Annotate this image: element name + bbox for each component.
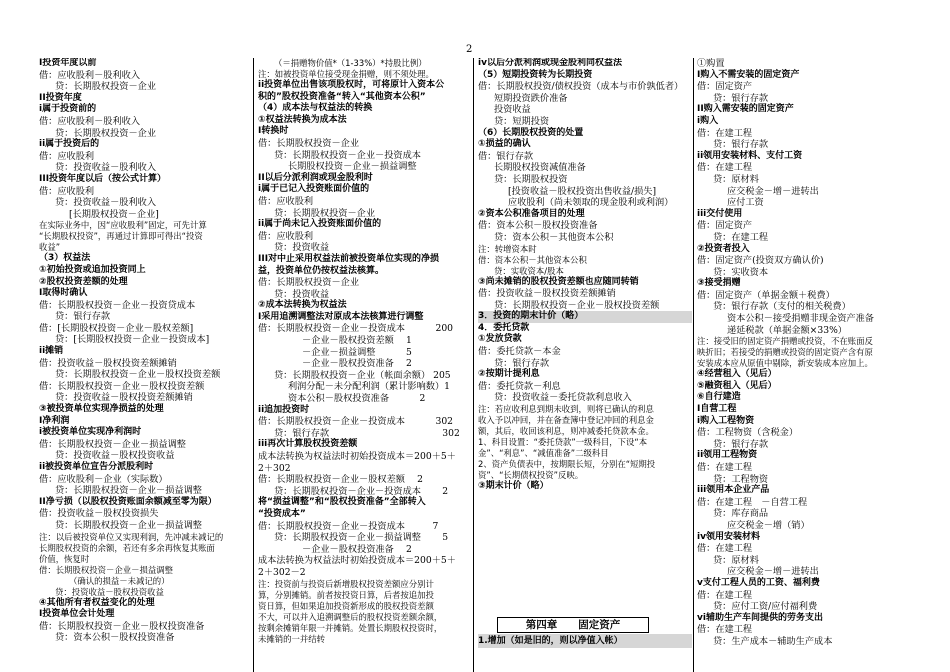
text-line: 注：若应收利息到期未收到，则将已确认的利息 <box>478 404 654 415</box>
text-line: （确认的损益－未减记的） <box>69 575 170 586</box>
text-line: 借：应收股利－股利收入 <box>39 69 141 81</box>
text-line: 贷：银行存款 <box>713 139 769 151</box>
text-line: 贷：长期股权投资－企业－投资成本 2 <box>274 485 449 497</box>
text-line: ①权益法转换为成本法 <box>258 114 347 125</box>
text-line: 借：应收股利 <box>258 230 314 242</box>
text-line: ③被投资单位实现净损益的处理 <box>39 404 164 415</box>
text-line: 贷：原材料 <box>713 173 759 185</box>
text-line: 贷：资本公积－股权投资准备 <box>55 632 175 644</box>
text-line: 在实际业务中，因“应收股利”固定，可先计算 <box>39 220 207 231</box>
text-line: 贷：长期股权投资 <box>494 173 568 185</box>
text-line: ①初始投资或追加投资同上 <box>39 264 146 275</box>
text-line: 借：在建工程 <box>697 162 753 174</box>
text-line: 借：银行存款 <box>478 150 534 162</box>
text-line: 借：长期股权投资/债权投资（成本与市价孰低者） <box>478 81 684 93</box>
text-line: 贷：投资收益 <box>274 242 330 254</box>
text-line: 贷：投资收益－股权投资收益 <box>55 450 175 462</box>
text-line: 递延税款（单据金额×33%） <box>727 324 847 336</box>
text-line: 借：投资收益－股权投资差额摊销 <box>39 357 177 369</box>
text-line: －企业－损益调整 5 <box>302 346 412 358</box>
text-line: 贷：银行存款（支付的相关税费） <box>713 301 851 313</box>
text-line: 贷：工程物资 <box>713 473 769 485</box>
text-line: 借：长期股权投资－企业－投资成本 200 <box>258 323 454 335</box>
text-line: 贷：长期股权投资－企业 <box>55 81 157 93</box>
text-line: 借：应收股利－股利收入 <box>39 115 141 127</box>
text-line: 借：长期股权投资－企业－投资贷成本 <box>39 299 196 311</box>
text-line: 借：在建工程 <box>697 589 753 601</box>
chapter-title: 第四章 固定资产 <box>497 617 649 633</box>
text-line: II以后分派利润或现金股利时 <box>258 172 373 183</box>
text-line: ③尚未摊销的股权投资差额也应随同转销 <box>478 276 639 287</box>
text-line: 注：以后被投资单位又实现利润，先冲减未减记的 <box>39 531 224 542</box>
text-column-3 <box>478 58 692 672</box>
column-divider <box>473 58 474 672</box>
text-line: 价值，恢复时 <box>39 553 90 564</box>
text-line: 贷：长期股权投资－企业 <box>55 127 157 139</box>
text-line: 贷：投资收益－股权投资收益 <box>55 586 164 597</box>
text-line: 贷：长期股权投资－企业（帐面余额） 205 <box>274 369 451 381</box>
text-line: ②成本法转换为权益法 <box>258 300 347 311</box>
text-line: 算，分别摊销。前者按投资日算，后者按追加投 <box>258 589 434 600</box>
text-line: 借：固定资产 <box>697 81 753 93</box>
text-line: 资本公积－股权投资准备 2 <box>288 393 426 405</box>
text-line: I采用追溯调整法对原成本法核算进行调整 <box>258 311 424 322</box>
text-line: 短期投资跌价准备 <box>494 92 568 104</box>
text-line: 贷：[长期股权投资－企业－投资成本] <box>55 334 210 346</box>
text-line: 借：固定资产(投资双方确认价) <box>697 255 824 267</box>
text-line: 借：长期股权投资－企业 <box>258 137 360 149</box>
text-line: 不大，可以并入追溯调整后的股权投资差额余额， <box>258 611 443 622</box>
text-line: I投资年度以前 <box>39 58 97 68</box>
text-line: ①损益的确认 <box>478 139 531 150</box>
text-line: iii领用本企业产品 <box>697 485 770 496</box>
text-line: 未摊销的一并结转 <box>258 633 325 644</box>
text-line: 贷：生产成本－辅助生产成本 <box>713 635 833 647</box>
text-line: II购入需安装的固定资产 <box>697 104 794 115</box>
text-line: 借：委托贷款－本金 <box>478 346 561 358</box>
text-line: 收入予以冲回，并在备查簿中登记冲回的利息金 <box>478 415 654 426</box>
text-line: 借：在建工程 －自营工程 <box>697 496 808 508</box>
text-line: 借：应收股利 <box>39 150 95 162</box>
text-line: 贷：资本公积－其他资本公积 <box>494 231 614 243</box>
text-line: 应交税金－增－进转出 <box>727 566 819 578</box>
text-line: 借：应收股利 <box>258 195 314 207</box>
text-line: 金”、“利息”、“减值准备”二级科目 <box>478 448 609 459</box>
text-line: 收益” <box>39 242 61 253</box>
text-line: 应交税金－增－进转出 <box>727 185 819 197</box>
page-number: 2 <box>466 44 473 55</box>
text-line: 利润分配－未分配利润（累计影响数）1 <box>288 381 451 393</box>
text-line: iv以后分派利润或现金股利同权益法 <box>478 58 622 68</box>
text-line: 贷：投资收益 <box>274 288 330 300</box>
text-line: ii被投资单位宣告分派股利时 <box>39 462 154 472</box>
text-line: 贷：长期股权投资－企业－损益调整 5 <box>274 532 449 544</box>
text-line: 借：应收股利－企业（实际数） <box>39 473 168 485</box>
text-line: 借：[长期股权投资－企业－股权差额] <box>39 322 194 334</box>
text-line: i购入 <box>697 115 719 126</box>
text-line: 贷：投资收益－股利收入 <box>55 162 157 174</box>
text-line: II投资年度 <box>39 92 82 103</box>
text-line: II净亏损（以股权投资账面余额减至零为限） <box>39 496 217 507</box>
text-line: 借：应收股利 <box>39 185 95 197</box>
text-line: ii领用安装材料、支付工资 <box>697 150 803 161</box>
text-line: 2＋302－2 <box>258 566 306 578</box>
text-line: －企业－股权投资准备 2 <box>302 543 412 555</box>
text-line: 贷：应付工资/应付福利费 <box>713 601 818 613</box>
text-line: 注：转增资本时 <box>478 243 537 254</box>
text-line: 注：如被投资单位接受现金捐赠，则不须处理。 <box>258 69 434 79</box>
text-line: 贷：银行存款 <box>713 438 769 450</box>
text-line: 安装成本应从原值中剔除，新安装成本应加上。 <box>697 358 873 369</box>
text-line: 应付工资 <box>727 197 764 209</box>
text-line: （6）长期股权投资的处置 <box>478 127 584 138</box>
text-line: 借：工程物资（含税金） <box>697 427 799 439</box>
text-line: 贷：长期股权投资－企业 <box>274 207 376 219</box>
text-line: “长期股权投资”，再通过计算即可得出“投资 <box>39 231 203 242</box>
text-line: ⑥自行建造 <box>697 392 741 403</box>
text-line: 长期股权投资－企业－损益调整 <box>288 161 417 173</box>
text-line: （4）成本法与权益法的转换 <box>258 103 373 114</box>
text-line: 借：资本公积－股权投资准备 <box>478 220 598 232</box>
text-column-1 <box>39 58 251 672</box>
text-line: 贷：银行存款 <box>494 357 550 369</box>
text-line: 贷：实收资本 <box>713 266 769 278</box>
text-line: iv领用安装材料 <box>697 531 760 542</box>
text-line: 贷：长期股权投资－企业－股权投资差额 <box>494 299 660 311</box>
text-line: 贷：短期投资 <box>494 115 550 127</box>
column-divider <box>253 58 254 672</box>
text-line: ii属于投资后的 <box>39 139 100 150</box>
text-line: I购入不需安装的固定资产 <box>697 69 800 80</box>
text-line: v支付工程人员的工资、福利费 <box>697 577 820 588</box>
text-line: vi辅助生产车间提供的劳务支出 <box>697 612 823 623</box>
text-line: ②按期计提利息 <box>478 369 540 380</box>
text-line: 借：投资收益－股权投资差额摊销 <box>478 288 616 300</box>
text-line: －企业－股权投资准备 2 <box>302 358 412 370</box>
text-line: 借：长期股权投资－企业－损益调整 <box>39 438 186 450</box>
text-line: 借：长期股权投资－企业－投资成本 302 <box>258 416 454 428</box>
text-line: 贷：实收资本/股本 <box>494 265 564 276</box>
text-line: 借：委托贷款－利息 <box>478 380 561 392</box>
text-line: 借：在建工程 <box>697 127 753 139</box>
text-line: 贷：长期股权投资－企业－损益调整 <box>55 519 202 531</box>
text-line: 成本法转换为权益法时初始投资成本＝200＋5＋ <box>258 451 456 462</box>
text-line: ②资本公积准备项目的处理 <box>478 208 585 219</box>
text-line: 借：固定资产 <box>697 220 753 232</box>
text-line: 将“损益调整”和“股权投资准备”全部转入 <box>258 497 426 508</box>
text-line: 借：长期股权投资－企业－投资成本 7 <box>258 520 439 532</box>
text-line: 1、科目设置：“委托贷款”一级科目，下设“本 <box>478 437 648 448</box>
text-line: ④其他所有者权益变化的处理 <box>39 597 155 608</box>
text-line: 借：长期股权投资－企业 <box>258 277 360 289</box>
text-line: 贷：银行存款 <box>55 311 111 323</box>
text-line: 3．投资的期末计价（略） <box>478 311 692 323</box>
text-line: 2＋302 <box>258 462 291 474</box>
text-line: 资”、“长期债权投资”反映。 <box>478 470 584 481</box>
text-line: ②投资者投入 <box>697 243 750 254</box>
text-line: 成本法转换为权益法时初始投资成本＝200＋5＋ <box>258 555 456 567</box>
text-line: 4．委托贷款 <box>478 322 530 333</box>
text-line: 贷：银行存款 <box>713 92 769 104</box>
text-column-2 <box>258 58 470 672</box>
text-line: 应收股利（尚未领取的现金股利或利润） <box>508 197 674 209</box>
text-line: ③期末计价（略） <box>478 481 549 492</box>
text-line: 借：在建工程 <box>697 624 753 636</box>
text-line: I净利润 <box>39 415 70 426</box>
text-column-4 <box>697 58 911 672</box>
text-line: 贷：长期股权投资－企业－股权投资差额 <box>55 369 221 381</box>
text-line: －企业－股权投资差额 1 <box>302 335 412 347</box>
text-line: 借：长期股权投资－企业－股权差额 2 <box>258 474 423 486</box>
text-line: i购入工程物资 <box>697 415 755 426</box>
text-line: 积的”股权投资准备“转入“其他资本公积” <box>258 91 426 102</box>
text-line: [投资收益－股权投资出售收益/损失] <box>508 185 657 197</box>
text-line: 借：固定资产（单据金额＋税费） <box>697 289 835 301</box>
text-line: I转换时 <box>258 126 289 137</box>
text-line: 贷：投资收益－委托贷款利息收入 <box>494 392 632 404</box>
text-line: I自营工程 <box>697 404 737 415</box>
text-line: iii再次计算股权投资差额 <box>258 439 358 450</box>
text-line: 借：长期股权投资－企业－股权投资准备 <box>39 620 205 632</box>
text-line: i被投资单位实现净利润时 <box>39 427 142 438</box>
text-line: （＝捐赠物价值*（1-33%）*持股比例） <box>274 58 427 68</box>
text-line: 贷：在建工程 <box>713 231 769 243</box>
text-line: [长期股权投资－企业] <box>69 208 159 220</box>
text-line: i属于投资前的 <box>39 104 97 115</box>
text-line: I取得时确认 <box>39 288 88 299</box>
text-line: iii交付使用 <box>697 208 743 219</box>
text-line: 映折旧；若接受的捐赠或投资的固定资产含有原 <box>697 347 873 358</box>
text-line: 投资收益 <box>494 104 531 116</box>
text-line: （3）权益法 <box>39 253 91 264</box>
text-line: ②股权投资差额的处理 <box>39 276 128 287</box>
text-line: 借：在建工程 <box>697 543 753 555</box>
text-line: 长期股权投资的余额，若还有多余再恢复其账面 <box>39 542 215 553</box>
text-line: 益，投资单位仍按权益法核算。 <box>258 265 385 276</box>
text-line: ii属于尚未记入投资账面价值的 <box>258 219 382 230</box>
text-line: III对中止采用权益法前被投资单位实现的净损 <box>258 253 440 264</box>
text-line: 贷：投资收益－股权投资差额摊销 <box>55 392 193 404</box>
text-line: 注：接受旧的固定资产捐赠或投资，不在账面反 <box>697 336 873 347</box>
text-line: ③接受捐赠 <box>697 278 741 289</box>
text-line: 资本公积－接受捐赠非现金资产准备 <box>727 313 874 325</box>
text-line: 贷：库存商品 <box>713 508 769 520</box>
text-line: “投资成本” <box>258 508 306 519</box>
text-line: 资日算，但如果追加投资新形成的股权投资差额 <box>258 600 434 611</box>
text-line: ii摊销 <box>39 346 64 357</box>
text-line: 贷：原材料 <box>713 554 759 566</box>
text-line: 借：资本公积－其他资本公积 <box>478 254 587 265</box>
text-line: III投资年度以后（按公式计算） <box>39 173 167 184</box>
text-line: ii追加投资时 <box>258 404 310 415</box>
text-line: 借：投资收益－股权投资损失 <box>39 508 159 520</box>
text-line: 注：投资前与投资后新增股权投资差额应分别计 <box>258 578 434 589</box>
text-line: I投资单位会计处理 <box>39 609 115 620</box>
text-line: 应交税金－增（销） <box>727 519 810 531</box>
text-line: 贷：长期股权投资－企业－损益调整 <box>55 485 202 497</box>
text-line: 贷：投资收益－股利收入 <box>55 197 157 209</box>
text-line: 按剩余摊销年限一并摊销。处置长期股权投资时， <box>258 622 443 633</box>
text-line: ④经营租入（见后） <box>697 369 777 380</box>
text-line: 贷：长期股权投资－企业－投资成本 <box>274 149 421 161</box>
section-heading: 1.增加（如是旧的，则以净值入帐） <box>478 634 692 648</box>
text-line: 额，其后，收回该利息，则冲减委托贷款本金。 <box>478 426 654 437</box>
text-line: ①购置 <box>697 58 725 69</box>
text-line: ①发放贷款 <box>478 334 522 345</box>
text-line: ii领用工程物资 <box>697 450 758 461</box>
text-line: 贷：银行存款 302 <box>274 427 460 439</box>
column-divider <box>693 58 694 672</box>
text-line: ii投资单位出售该项股权时，可将原计入资本公 <box>258 80 445 90</box>
text-line: i属于已记入投资账面价值的 <box>258 184 370 195</box>
text-line: 2、资产负债表中，按期限长短，分别在“短期投 <box>478 459 656 470</box>
text-line: 长期股权投资减值准备 <box>494 162 586 174</box>
text-line: 借：长期股权投资－企业－损益调整 <box>39 564 173 575</box>
text-line: 借：在建工程 <box>697 462 753 473</box>
text-line: 借：长期股权投资－企业－股权投资差额 <box>39 380 205 392</box>
text-line: ⑤融资租入（见后） <box>697 380 777 391</box>
text-line: （5）短期投资转为长期投资 <box>478 69 593 80</box>
